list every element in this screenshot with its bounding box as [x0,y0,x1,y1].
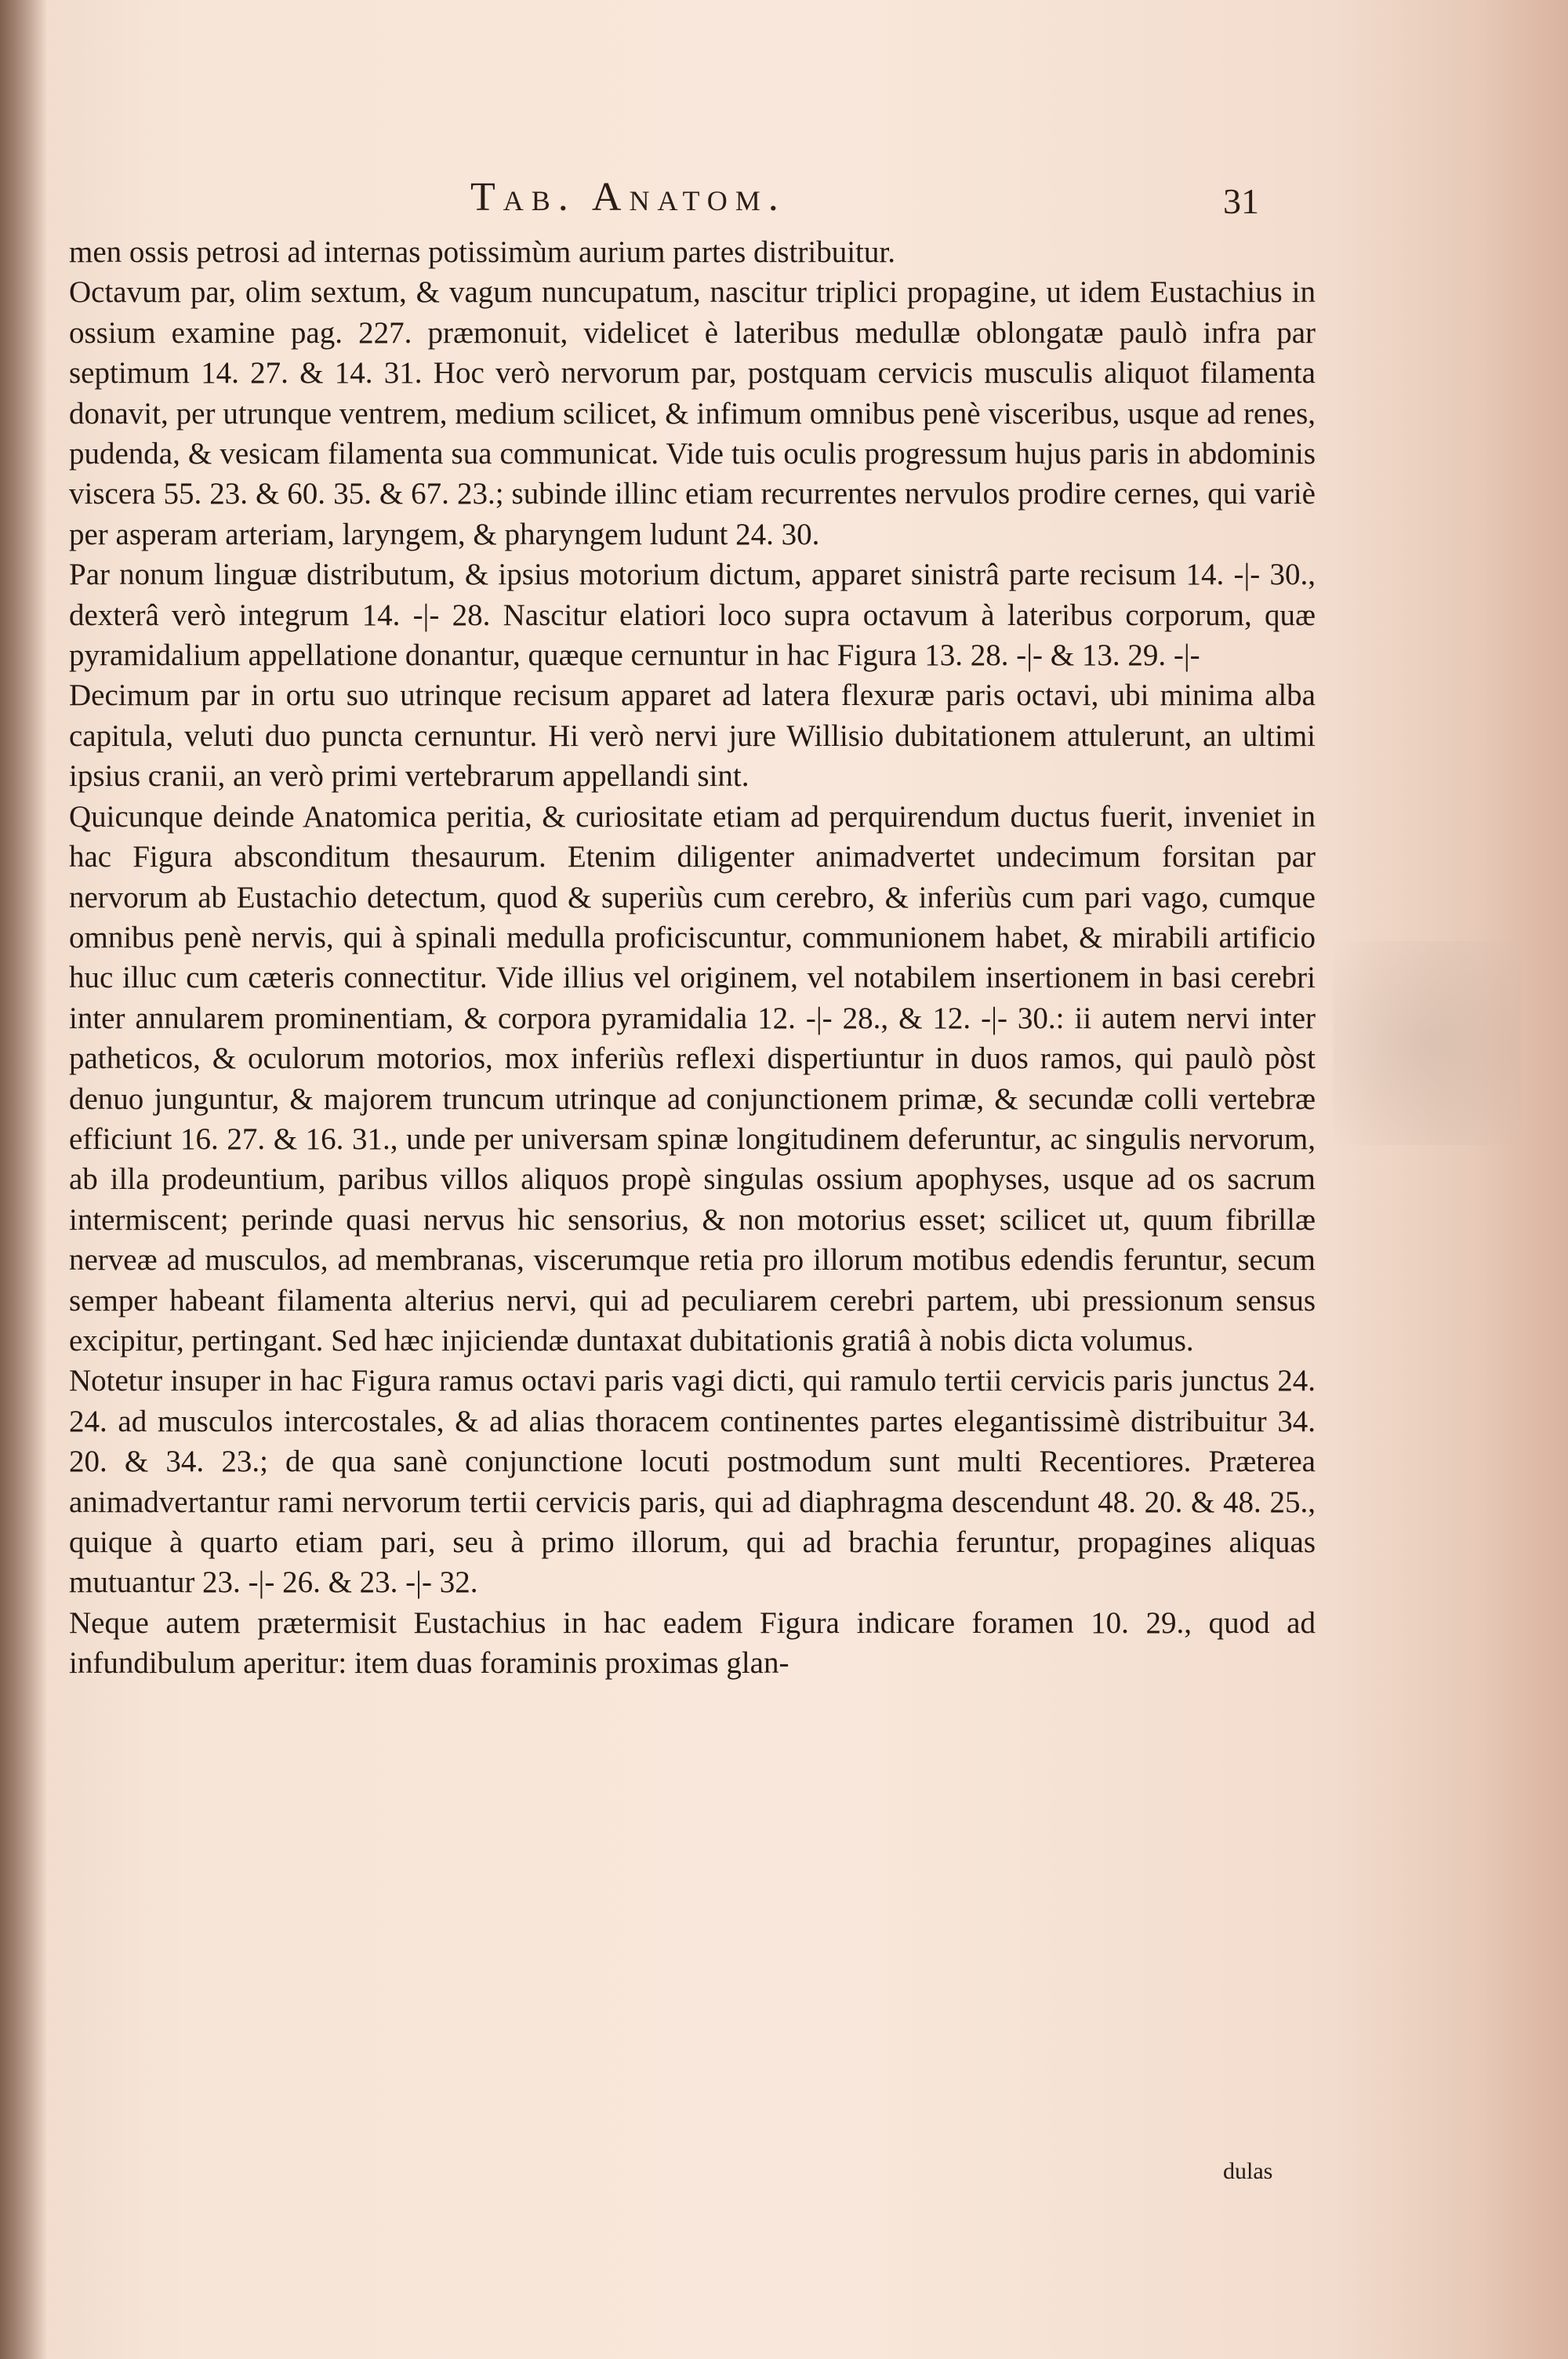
running-title: Tab. Anatom. [470,175,786,220]
ink-bleed-through [1333,941,1521,1145]
paragraph: men ossis petrosi ad internas potissimùm aurium partes distribuitur. [69,235,895,269]
page-number: 31 [1223,181,1259,221]
binding-shadow [0,0,47,2359]
catchword: dulas [1223,2158,1273,2184]
paragraph: Notetur insuper in hac Figura ramus octavi paris vagi dicti, qui ramulo tertii cervicis paris junctus 24. 24. ad musculos intercostales, & ad alias thoracem continentes partes elegantissimè distribuitur 34. 20. & 34. 23.; de qua sanè conjunctione locuti postmodum sunt multi Recentiores. Præterea animadvertantur rami nervorum tertii cervicis paris, qui ad diaphragma descendunt 48. 20. & 48. 25., quique à quarto etiam pari, seu à primo illorum, qui ad brachia feruntur, propagines aliquas mutuantur 23. -|- 26. & 23. -|- 32. [69,1364,1316,1600]
paragraph: Octavum par, olim sextum, & vagum nuncupatum, nascitur triplici propagine, ut idem Eustachius in ossium examine pag. 227. præmonuit, videlicet è lateribus medullæ oblongatæ paulò infra par septimum 14. 27. & 14. 31. Hoc verò nervorum par, postquam cervicis musculis aliquot filamenta donavit, per utrunque ventrem, medium scilicet, & infimum omnibus penè visceribus, usque ad renes, pudenda, & vesicam filamenta sua communicat. Vide tuis oculis progressum hujus paris in abdominis viscera 55. 23. & 60. 35. & 67. 23.; subinde illinc etiam recurrentes nervulos prodire cernes, qui variè per asperam arteriam, laryngem, & pharyngem ludunt 24. 30. [69,275,1316,551]
paragraph: Neque autem prætermisit Eustachius in hac eadem Figura indicare foramen 10. 29., quod ad infundibulum aperitur: item duas foraminis proximas glan- [69,1605,1316,1681]
paragraph: Decimum par in ortu suo utrinque recisum apparet ad latera flexuræ paris octavi, ubi minima alba capitula, veluti duo puncta cernuntur. Hi verò nervi jure Willisio dubitationem attulerunt, an ultimi ipsius cranii, an verò primi vertebrarum appellandi sint. [69,678,1316,794]
page-header [0,174,1568,221]
body-text [69,232,1316,1684]
paragraph: Par nonum linguæ distributum, & ipsius motorium dictum, apparet sinistrâ parte recisum 14. -|- 30., dexterâ verò integrum 14. -|- 28. Nascitur elatiori loco supra octavum à lateribus corporum, quæ pyramidalium appellatione donantur, quæque cernuntur in hac Figura 13. 28. -|- & 13. 29. -|- [69,558,1316,673]
paragraph: Quicunque deinde Anatomica peritia, & curiositate etiam ad perquirendum ductus fuerit, inveniet in hac Figura absconditum thesaurum. Etenim diligenter animadvertet undecimum forsitan par nervorum ab Eustachio detectum, quod & superiùs cum cerebro, & inferiùs cum pari vago, cumque omnibus penè nervis, qui à spinali medulla proficiscuntur, communionem habet, & mirabili artificio huc illuc cum cæteris connectitur. Vide illius vel originem, vel notabilem insertionem in basi cerebri inter annularem prominentiam, & corpora pyramidalia 12. -|- 28., & 12. -|- 30.: ii autem nervi inter patheticos, & oculorum motorios, mox inferiùs reflexi dispertiuntur in duos ramos, qui paulò pòst denuo junguntur, & majorem truncum utrinque ad conjunctionem primæ, & secundæ colli vertebræ efficiunt 16. 27. & 16. 31., unde per universam spinæ longitudinem deferuntur, ac singulis nervorum, ab illa prodeuntium, paribus villos aliquos propè singulas ossium apophyses, usque ad os sacrum intermiscent; perinde quasi nervus hic sensorius, & non motorius esset; scilicet ut, quum fibrillæ nerveæ ad musculos, ad membranas, viscerumque retia pro illorum motibus edendis feruntur, secum semper habeant filamenta alterius nervi, qui ad peculiarem cerebri partem, ubi pressionum sensus excipitur, pertingant. Sed hæc injiciendæ duntaxat dubitationis gratiâ à nobis dicta volumus. [69,799,1316,1358]
